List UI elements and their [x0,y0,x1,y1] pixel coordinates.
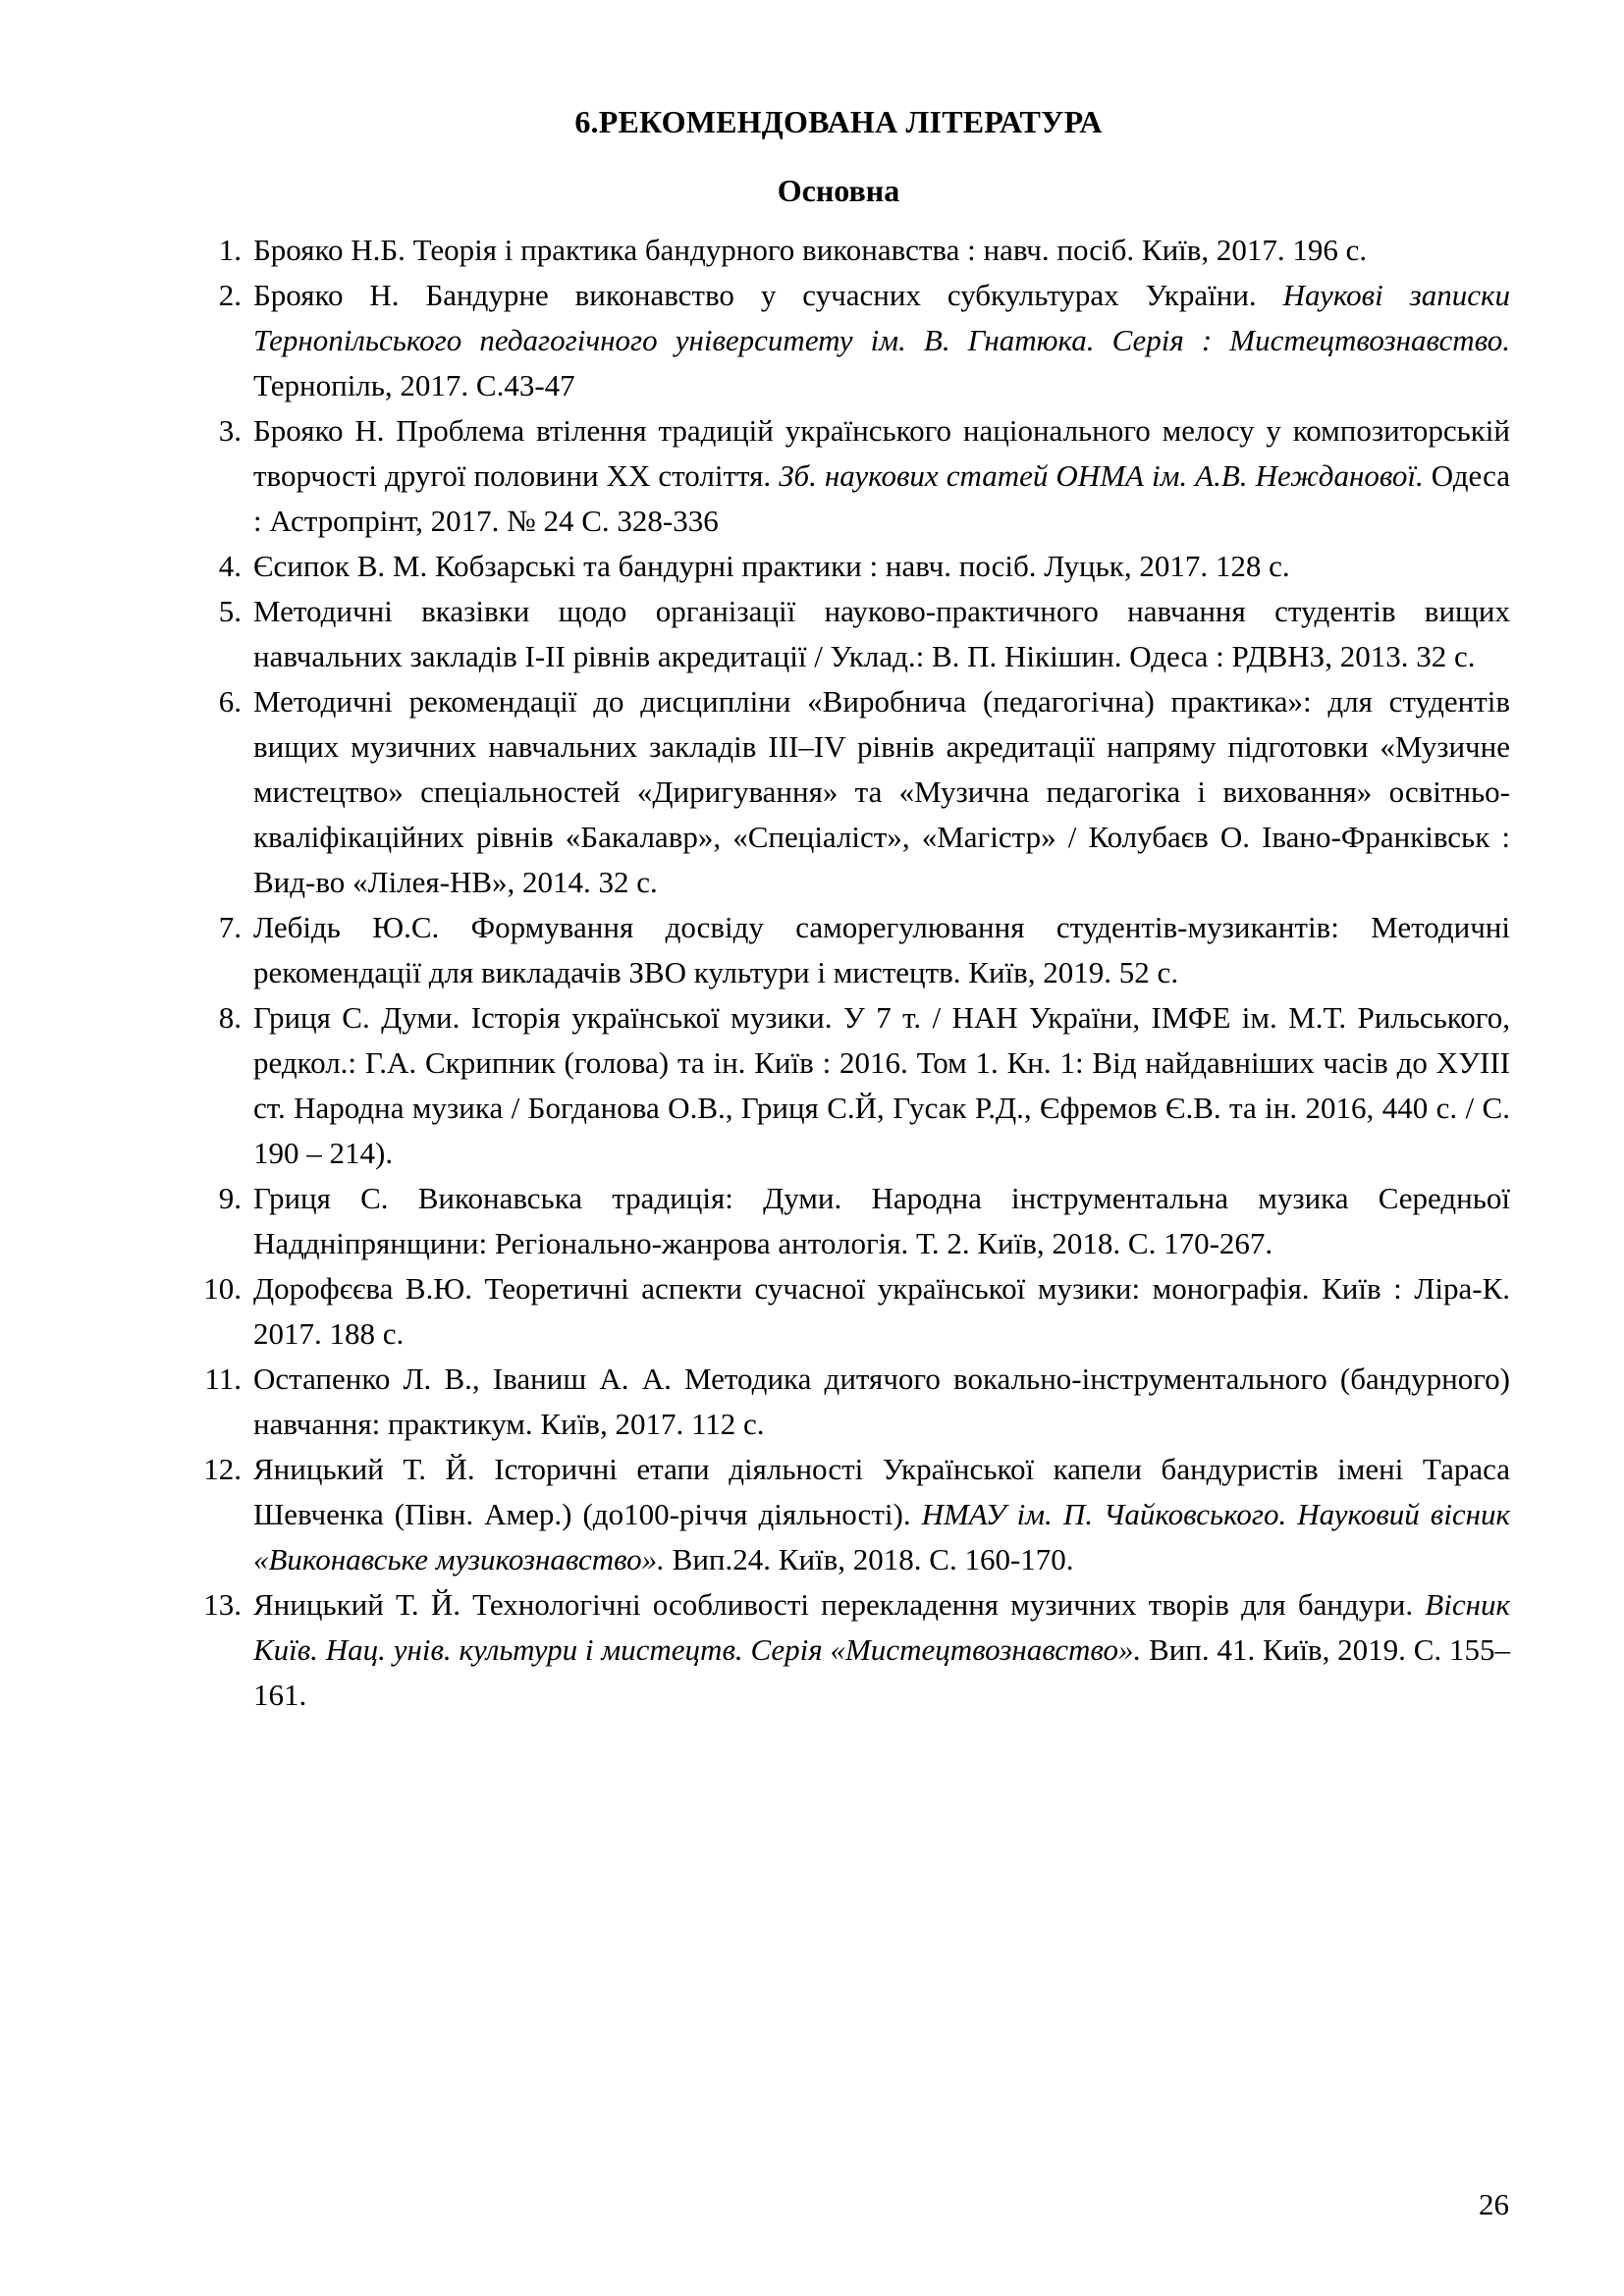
page-number: 26 [1479,2187,1509,2221]
reference-item [167,995,1510,1176]
reference-text-segment: Гриця С. Виконавська традиція: Думи. Народна інструментальна музика Середньої Наддніпрянщини: Регіонально-жанрова антологія. Т. 2. Київ, 2018. С. 170-267. [253,1181,1510,1260]
reference-text [253,1447,1510,1582]
reference-text-segment: Яницький Т. Й. Технологічні особливості перекладення музичних творів для бандури. [253,1587,1426,1622]
reference-number: 10. [203,1271,242,1306]
reference-text-segment: Дорофєєва В.Ю. Теоретичні аспекти сучасної української музики: монографія. Київ : Ліра-К. 2017. 188 с. [253,1271,1510,1351]
reference-text-segment: Брояко Н.Б. Теорія і практика бандурного виконавства : навч. посіб. Київ, 2017. 196 с. [253,233,1368,267]
reference-text [253,905,1510,995]
reference-number: 2. [218,278,242,312]
reference-item [167,228,1510,273]
reference-item [167,1176,1510,1266]
reference-text-segment: Одеса : Астропрінт, 2017. № 24 С. 328-336 [253,458,1510,538]
reference-number: 7. [218,910,242,944]
reference-text [253,544,1510,589]
reference-item [167,273,1510,408]
reference-item [167,1447,1510,1582]
reference-number: 11. [204,1362,242,1396]
page-content [167,0,1510,1718]
reference-list [167,206,1510,1718]
reference-text-segment: Брояко Н. Проблема втілення традицій українського національного мелосу у композиторській творчості другої половини ХХ століття. [253,413,1510,493]
reference-source-italic: Наукові записки Тернопільського педагогічного університету ім. В. Гнатюка. Серія : Мистецтвознавство. [253,278,1511,357]
reference-number: 5. [218,594,242,628]
reference-number: 6. [218,684,242,719]
reference-number: 9. [218,1181,242,1215]
reference-item [167,544,1510,589]
reference-text [253,679,1510,905]
reference-number: 8. [218,1000,242,1035]
reference-text-segment: Єсипок В. М. Кобзарські та бандурні практики : навч. посіб. Луцьк, 2017. 128 с. [253,549,1290,583]
reference-item [167,1266,1510,1357]
reference-source-italic: НМАУ ім. П. Чайковського. Науковий вісник «Виконавське музикознавство». [253,1497,1510,1576]
reference-text-segment: Вип. 41. Київ, 2019. С. 155–161. [253,1632,1510,1712]
reference-text-segment: Остапенко Л. В., Іваниш А. А. Методика дитячого вокально-інструментального (бандурного) навчання: практикум. Київ, 2017. 112 с. [253,1362,1510,1441]
reference-number: 4. [218,549,242,583]
reference-text [253,273,1510,408]
reference-text [253,589,1510,679]
reference-text-segment: Брояко Н. Бандурне виконавство у сучасних субкультурах України. [253,278,1283,312]
reference-text-segment: Гриця С. Думи. Історія української музики. У 7 т. / НАН України, ІМФЕ ім. М.Т. Рильського, редкол.: Г.А. Скрипник (голова) та ін. Київ : 2016. Том 1. Кн. 1: Від найдавніших часів до ХУІІІ ст. Народна музика / Богданова О.В., Гриця С.Й, Гусак Р.Д., Єфремов Є.В. та ін. 2016, 440 с. / С. 190 – 214). [253,1000,1510,1170]
reference-number: 13. [203,1587,242,1622]
reference-text [253,995,1510,1176]
reference-text-segment: Методичні вказівки щодо організації науково-практичного навчання студентів вищих навчальних закладів І-ІІ рівнів акредитації / Уклад.: В. П. Нікішин. Одеса : РДВНЗ, 2013. 32 с. [253,594,1510,673]
reference-item [167,679,1510,905]
reference-number: 3. [218,413,242,448]
reference-text-segment: Лебідь Ю.С. Формування досвіду саморегулювання студентів-музикантів: Методичні рекомендації для викладачів ЗВО культури і мистецтв. Київ, 2019. 52 с. [253,910,1510,989]
reference-text [253,1266,1510,1357]
page-title: 6.РЕКОМЕНДОВАНА ЛІТЕРАТУРА [574,104,1103,139]
reference-text [253,1176,1510,1266]
reference-text [253,228,1510,273]
reference-text-segment: Вип.24. Київ, 2018. С. 160-170. [664,1542,1074,1576]
section-subtitle: Основна [777,173,900,208]
reference-number: 12. [203,1452,242,1486]
reference-item [167,1582,1510,1718]
reference-item [167,905,1510,995]
reference-text-segment: Методичні рекомендації до дисципліни «Виробнича (педагогічна) практика»: для студентів вищих музичних навчальних закладів ІІІ–ІV рівнів акредитації напряму підготовки «Музичне мистецтво» спеціальностей «Диригування» та «Музична педагогіка і виховання» освітньо-кваліфікаційних рівнів «Бакалавр», «Спеціаліст», «Магістр» / Колубаєв О. Івано-Франківськ : Вид-во «Лілея-НВ», 2014. 32 с. [253,684,1510,899]
reference-item [167,589,1510,679]
reference-text [253,408,1510,544]
reference-source-italic: Зб. наукових статей ОНМА ім. А.В. Нежданової. [779,458,1424,493]
reference-text-segment: Яницький Т. Й. Історичні етапи діяльності Української капели бандуристів імені Тараса Шевченка (Півн. Амер.) (до100-річчя діяльності). [253,1452,1510,1531]
reference-text [253,1357,1510,1447]
reference-item [167,408,1510,544]
reference-item [167,1357,1510,1447]
reference-source-italic: Вісник Київ. Нац. унів. культури і мистецтв. Серія «Мистецтвознавство». [253,1587,1510,1667]
reference-text-segment: Тернопіль, 2017. С.43-47 [253,368,575,402]
reference-text [253,1582,1510,1718]
reference-number: 1. [218,233,242,267]
